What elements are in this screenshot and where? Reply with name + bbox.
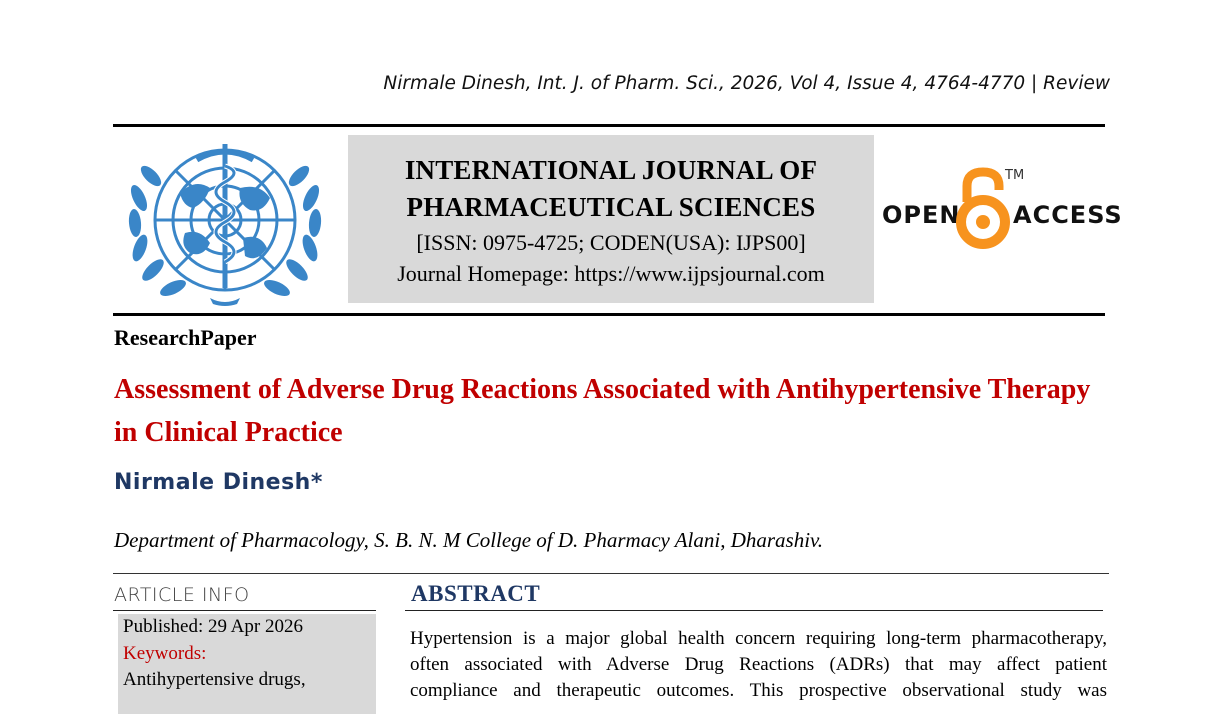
abstract-line: often associated with Adverse Drug Reactions (ADRs) that may affect patient [410,654,1107,675]
journal-homepage-link[interactable]: Journal Homepage: https://www.ijpsjournal.com [397,261,825,286]
keywords-label: Keywords: [123,643,207,664]
article-info-heading: ARTICLE INFO [114,584,250,606]
journal-issn: [ISSN: 0975-4725; CODEN(USA): IJPS00] [416,230,806,255]
published-date: Published: 29 Apr 2026 [123,616,303,637]
abstract-line: compliance and therapeutic outcomes. This prospective observational study was [410,680,1107,701]
trademark-mark: TM [1005,168,1025,183]
journal-title-line1: INTERNATIONAL JOURNAL OF [404,155,818,185]
top-rule [113,124,1105,127]
keywords-value: Antihypertensive drugs, [123,669,306,690]
masthead-bottom-rule [113,313,1105,316]
open-access-logo [880,168,1123,254]
open-lock-icon [953,166,1013,255]
citation-header: Nirmale Dinesh, Int. J. of Pharm. Sci., 2026, Vol 4, Issue 4, 4764-4770 | Review [383,73,1110,94]
journal-masthead [348,135,874,303]
abstract-body [410,626,1107,704]
abstract-line: Hypertension is a major global health concern requiring long-term pharmacotherapy, [410,628,1107,649]
journal-title [348,152,874,226]
paper-title: Assessment of Adverse Drug Reactions Associated with Antihypertensive Therapy in Clinical Practice [114,374,1091,448]
open-access-open-text: OPEN [882,201,961,229]
section-divider [113,573,1109,574]
abstract-heading: ABSTRACT [411,581,541,606]
paper-type: ResearchPaper [114,325,257,350]
author-name[interactable]: Nirmale Dinesh* [114,470,323,495]
author-affiliation: Department of Pharmacology, S. B. N. M College of D. Pharmacy Alani, Dharashiv. [114,528,824,552]
article-info-rule [113,610,376,611]
abstract-rule [405,610,1103,611]
open-access-access-text: ACCESS [1013,201,1123,229]
journal-emblem-logo [125,138,325,308]
journal-title-line2: PHARMACEUTICAL SCIENCES [406,192,816,222]
